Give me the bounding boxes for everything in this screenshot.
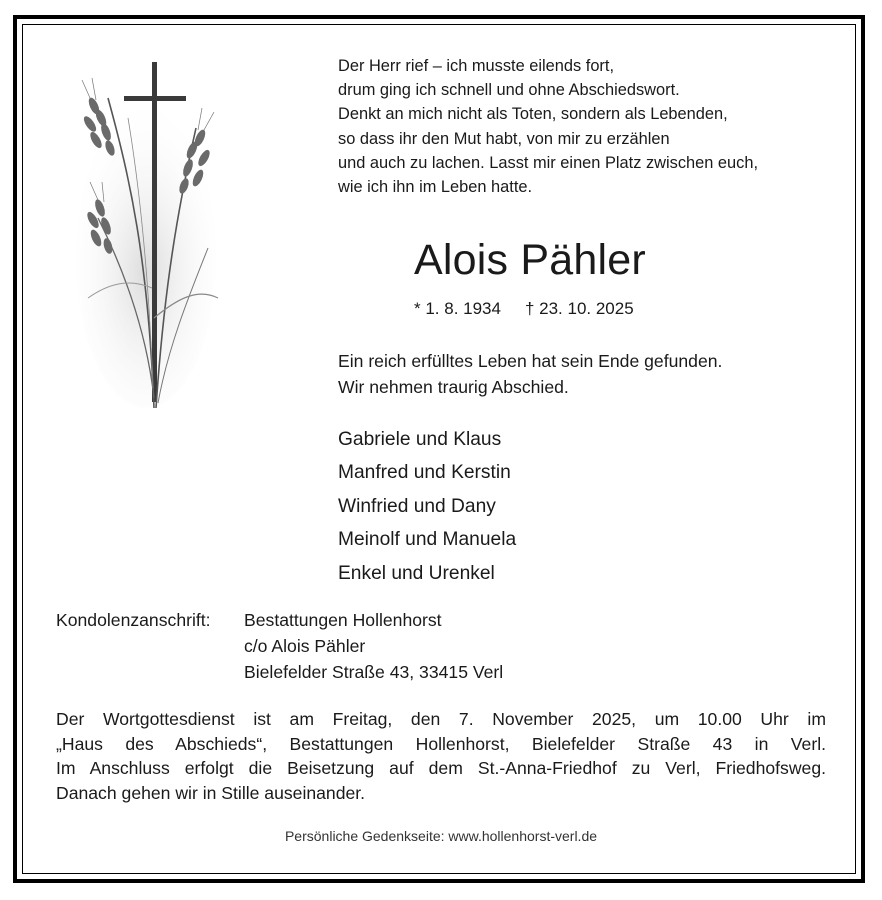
memorial-page-link[interactable]: Persönliche Gedenkseite: www.hollenhorst-verl.de [284,828,598,844]
condolence-address [56,607,503,685]
service-info [56,707,826,805]
poem [338,54,758,199]
family-member: Meinolf und Manuela [338,529,517,551]
death-date: † 23. 10. 2025 [524,299,634,318]
family-member: Winfried und Dany [338,495,496,517]
poem-line: Denkt an mich nicht als Toten, sondern als Lebenden, [338,105,728,124]
life-dates [414,298,658,320]
service-line: „Haus des Abschieds“, Bestattungen Hollenhorst, Bielefelder Straße 43 in Verl. [56,733,826,754]
life-text [338,348,722,400]
deceased-name: Alois Pähler [414,236,646,284]
birth-date: * 1. 8. 1934 [414,299,501,318]
address-line: c/o Alois Pähler [244,636,366,656]
cross-with-wheat-icon [68,58,228,420]
service-line: Danach gehen wir in Stille auseinander. [56,782,366,803]
address-label: Kondolenzanschrift: [56,610,211,630]
life-text-line: Ein reich erfülltes Leben hat sein Ende gefunden. [338,351,723,371]
service-line: Der Wortgottesdienst ist am Freitag, den 7. November 2025, um 10.00 Uhr im [56,709,826,729]
address-line: Bestattungen Hollenhorst [244,610,442,630]
address-line: Bielefelder Straße 43, 33415 Verl [244,662,504,682]
poem-line: wie ich ihn im Leben hatte. [338,178,533,197]
service-line: Im Anschluss erfolgt die Beisetzung auf dem St.-Anna-Friedhof zu Verl, Friedhofsweg. [56,758,826,779]
family-member: Manfred und Kerstin [338,462,511,484]
family-member: Gabriele und Klaus [338,429,502,450]
family-member: Enkel und Urenkel [338,562,495,584]
family-list [338,423,516,590]
poem-line: drum ging ich schnell und ohne Abschiedswort. [338,81,680,100]
poem-line: Der Herr rief – ich musste eilends fort, [338,57,614,75]
life-text-line: Wir nehmen traurig Abschied. [338,377,569,397]
poem-line: und auch zu lachen. Lasst mir einen Platz zwischen euch, [338,153,759,172]
poem-line: so dass ihr den Mut habt, von mir zu erzählen [338,129,670,148]
